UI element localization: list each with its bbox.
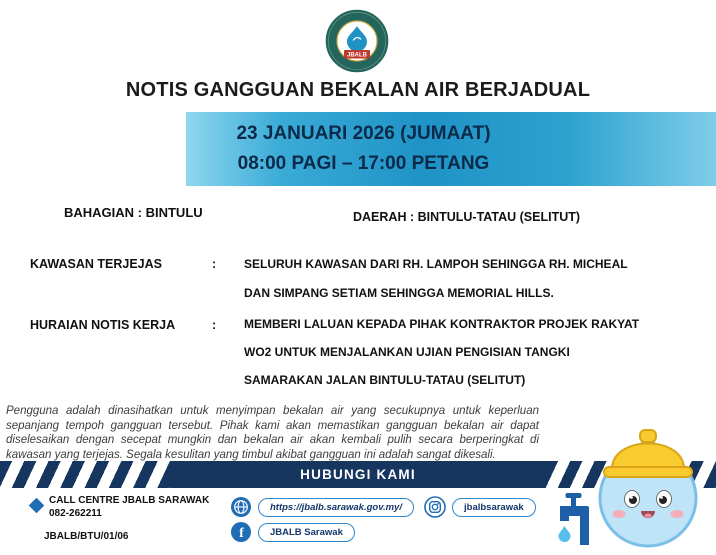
logo-ribbon-text: JBALB <box>346 52 368 59</box>
huraian-line-1: MEMBERI LALUAN KEPADA PIHAK KONTRAKTOR PROJEK RAKYAT <box>244 317 640 331</box>
kawasan-colon: : <box>212 257 217 271</box>
svg-text:f: f <box>239 525 244 541</box>
daerah-label: DAERAH : BINTULU-TATAU (SELITUT) <box>353 210 581 224</box>
disruption-date: 23 JANUARI 2026 (JUMAAT) <box>236 123 491 144</box>
facebook-icon[interactable] <box>230 521 252 543</box>
call-centre-phone: 082-262211 <box>49 508 102 519</box>
huraian-colon: : <box>212 318 217 332</box>
call-centre-info <box>49 494 209 520</box>
facebook-page[interactable]: JBALB Sarawak <box>258 523 355 542</box>
huraian-line-3: SAMARAKAN JALAN BINTULU-TATAU (SELITUT) <box>244 373 526 387</box>
kawasan-terjejas-value <box>244 250 628 308</box>
schedule-banner <box>186 112 716 186</box>
website-link[interactable]: https://jbalb.sarawak.gov.my/ <box>258 498 414 517</box>
huraian-notis-kerja-value <box>244 310 639 394</box>
notice-reference: JBALB/BTU/01/06 <box>44 531 129 542</box>
water-drop-mascot <box>548 408 710 555</box>
kawasan-terjejas-label: KAWASAN TERJEJAS <box>30 257 162 271</box>
stripe-left-decoration <box>0 461 170 488</box>
bahagian-label: BAHAGIAN : BINTULU <box>64 205 203 220</box>
kawasan-line-2: DAN SIMPANG SETIAM SEHINGGA MEMORIAL HILLS. <box>244 286 554 300</box>
huraian-notis-kerja-label: HURAIAN NOTIS KERJA <box>30 318 176 332</box>
call-centre-label: CALL CENTRE JBALB SARAWAK <box>49 495 210 506</box>
huraian-line-2: WO2 UNTUK MENJALANKAN UJIAN PENGISIAN TANGKI <box>244 345 570 359</box>
kawasan-line-1: SELURUH KAWASAN DARI RH. LAMPOH SEHINGGA RH. MICHEAL <box>244 257 628 271</box>
tap-icon <box>559 493 590 545</box>
globe-icon[interactable] <box>230 496 252 518</box>
advisory-text: Pengguna adalah dinasihatkan untuk menyimpan bekalan air yang secukupnya untuk keperluan sepanjang tempoh gangguan tersebut. Pihak kami akan memastikan gangguan bekalan air dapat diselesaikan dengan secepat mungkin dan bekalan air akan kembali pulih secara berperingkat di kawasan yang terjejas. Segala kesulitan yang timbul akibat gangguan ini adalah sangat dikesali. <box>6 405 539 461</box>
contact-heading: HUBUNGI KAMI <box>170 461 546 488</box>
diamond-bullet-icon <box>29 498 45 514</box>
instagram-handle[interactable]: jbalbsarawak <box>452 498 536 517</box>
instagram-icon[interactable] <box>424 496 446 518</box>
jbalb-logo <box>325 9 389 73</box>
disruption-time: 08:00 PAGI – 17:00 PETANG <box>237 153 490 174</box>
page-title: NOTIS GANGGUAN BEKALAN AIR BERJADUAL <box>125 79 591 101</box>
